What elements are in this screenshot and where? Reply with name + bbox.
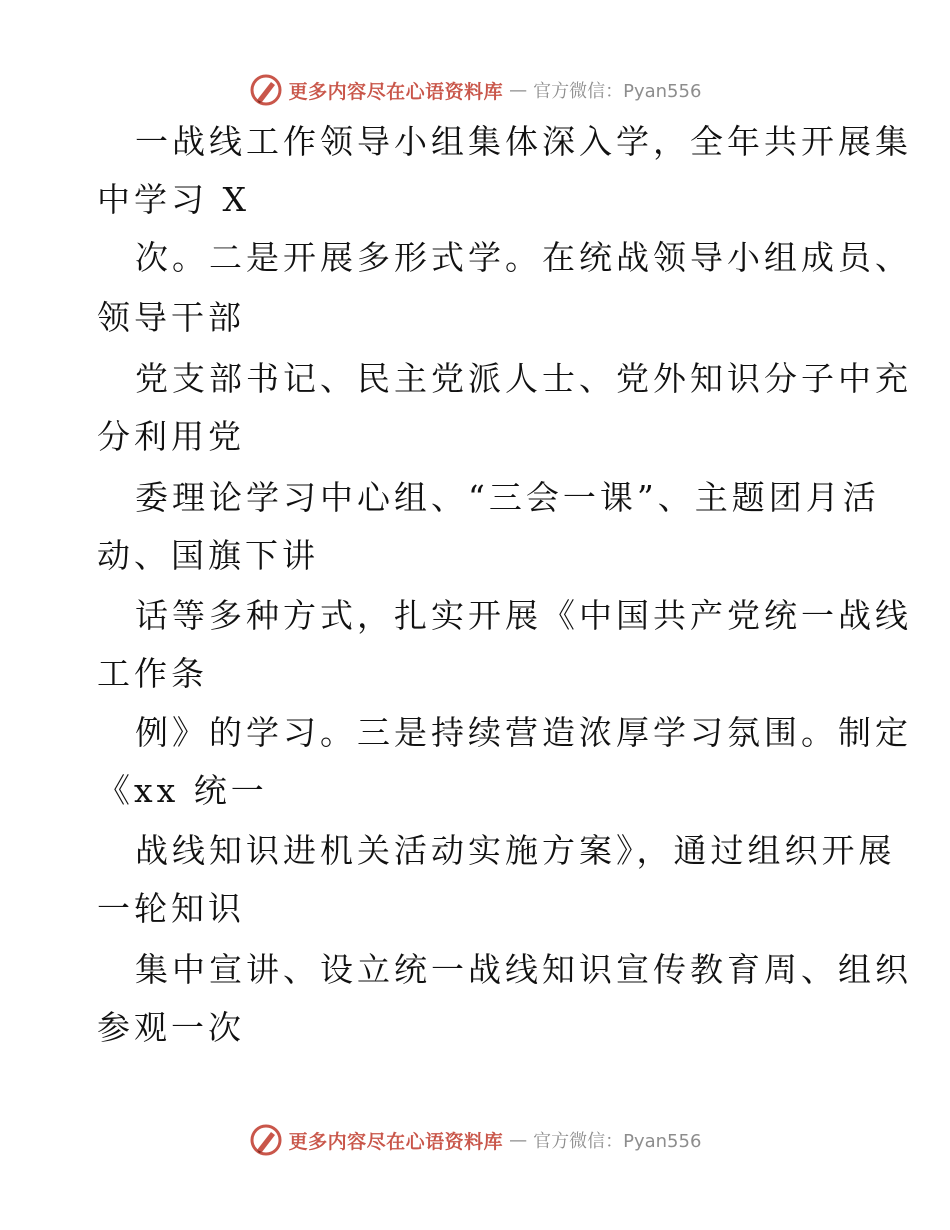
pen-logo-icon (249, 1123, 283, 1157)
pen-logo-icon (249, 73, 283, 107)
text-line: 《xx 统一 (97, 771, 268, 810)
watermark-brand: 更多内容尽在心语资料库 (288, 1130, 504, 1153)
text-line: 次。二是开展多形式学。在统战领导小组成员、 (135, 238, 912, 277)
text-line: 战线知识进机关活动实施方案》，通过组织开展 (135, 831, 896, 870)
watermark-brand: 更多内容尽在心语资料库 (288, 80, 504, 103)
text-line: 领导干部 (97, 298, 245, 337)
text-line: 一轮知识 (97, 889, 245, 928)
text-line: 党支部书记、民主党派人士、党外知识分子中充 (135, 359, 912, 398)
text-line: 工作条 (97, 654, 208, 693)
text-line: 一战线工作领导小组集体深入学，全年共开展集 (135, 122, 912, 161)
text-line: 委理论学习中心组、“三会一课”、主题团月活 (135, 478, 880, 517)
footer-watermark (0, 1120, 950, 1160)
header-watermark (0, 70, 950, 110)
text-line: 例》的学习。三是持续营造浓厚学习氛围。制定 (135, 713, 912, 752)
watermark-separator: — (509, 1129, 528, 1151)
text-line: 集中宣讲、设立统一战线知识宣传教育周、组织 (135, 950, 912, 989)
text-line: 分利用党 (97, 417, 245, 456)
text-line: 话等多种方式，扎实开展《中国共产党统一战线 (135, 596, 912, 635)
watermark-separator: — (509, 79, 528, 101)
text-line: 参观一次 (97, 1008, 245, 1047)
text-line: 动、国旗下讲 (97, 536, 319, 575)
watermark-contact: 官方微信：Pyan556 (533, 81, 702, 102)
watermark-contact: 官方微信：Pyan556 (533, 1131, 702, 1152)
text-line: 中学习 X (97, 180, 250, 219)
